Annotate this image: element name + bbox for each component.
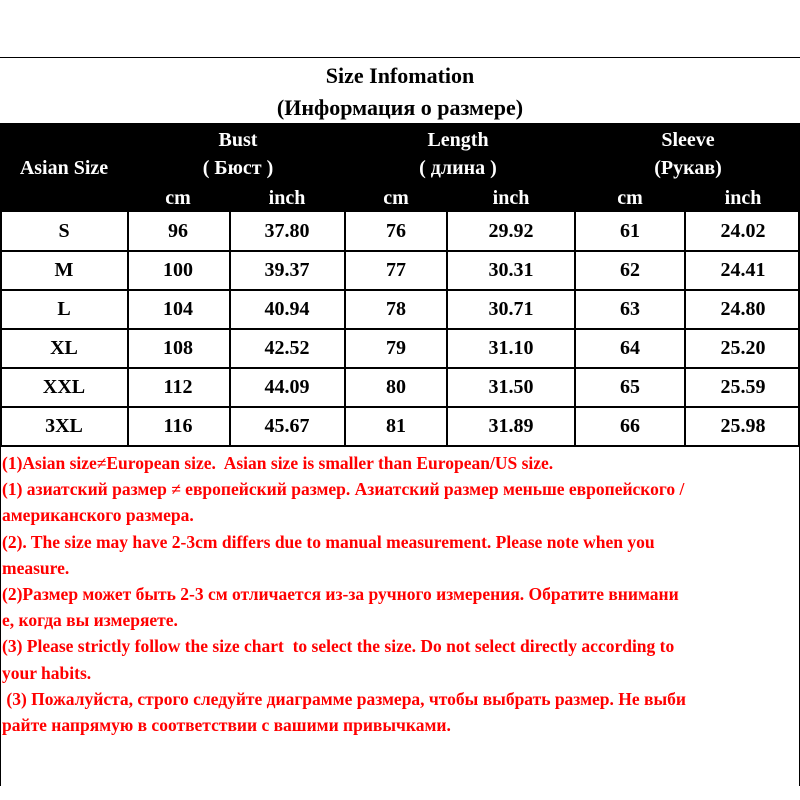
cell-length-inch: 31.50: [488, 376, 534, 398]
cell-sleeve-inch: 25.98: [720, 415, 766, 437]
cell-size: 3XL: [45, 415, 83, 437]
table-header: [0, 123, 800, 212]
cell-length-cm: 76: [386, 220, 406, 242]
note-line: (3) Please strictly follow the size chart to select the size. Do not select directly according to: [2, 636, 675, 657]
cell-length-cm: 80: [386, 376, 406, 398]
cell-sleeve-inch: 24.80: [720, 298, 766, 320]
column-divider: [229, 212, 231, 447]
header-asian-size: Asian Size: [19, 157, 109, 179]
note-line: е, когда вы измеряете.: [2, 610, 178, 631]
unit-sleeve-cm: cm: [617, 187, 643, 209]
cell-length-inch: 31.89: [488, 415, 534, 437]
cell-bust-cm: 104: [163, 298, 193, 320]
cell-size: XXL: [42, 376, 86, 398]
header-sleeve-label: Sleeve: [661, 129, 715, 151]
cell-sleeve-cm: 66: [620, 415, 640, 437]
left-border: [0, 447, 1, 786]
top-border: [0, 57, 800, 58]
note-line: райте напрямую в соответствии с вашими привычками.: [2, 715, 451, 736]
size-notes: [2, 450, 796, 738]
cell-sleeve-inch: 24.02: [720, 220, 766, 242]
header-length-label-ru: ( длина ): [419, 157, 497, 179]
cell-length-cm: 79: [386, 337, 406, 359]
cell-sleeve-cm: 64: [620, 337, 640, 359]
cell-length-cm: 81: [386, 415, 406, 437]
column-divider: [446, 212, 448, 447]
header-length-label: Length: [427, 129, 489, 151]
header-sleeve: [576, 126, 800, 182]
table-row: [0, 368, 800, 407]
cell-sleeve-cm: 63: [620, 298, 640, 320]
cell-bust-inch: 45.67: [264, 415, 310, 437]
cell-size: M: [54, 259, 74, 281]
cell-size: XL: [50, 337, 78, 359]
table-row: [0, 290, 800, 329]
column-divider: [684, 212, 686, 447]
row-divider: [0, 406, 800, 408]
cell-length-cm: 78: [386, 298, 406, 320]
header-sleeve-label-ru: (Рукав): [654, 157, 722, 179]
row-divider: [0, 250, 800, 252]
header-bust: [126, 126, 350, 182]
title-english: Size Infomation: [325, 63, 475, 88]
unit-bust-cm: cm: [165, 187, 191, 209]
cell-sleeve-inch: 25.20: [720, 337, 766, 359]
note-line: (1)Asian size≠European size. Asian size is smaller than European/US size.: [2, 453, 554, 473]
note-line: (3) Пожалуйста, строго следуйте диаграмме размера, чтобы выбрать размер. Не выби: [2, 688, 686, 709]
header-length: [346, 126, 570, 182]
row-divider: [0, 445, 800, 447]
note-line: американского размера.: [2, 505, 194, 526]
cell-sleeve-inch: 24.41: [720, 259, 766, 281]
cell-bust-cm: 112: [163, 376, 193, 398]
row-divider: [0, 328, 800, 330]
unit-length-cm: cm: [383, 187, 409, 209]
cell-length-inch: 30.31: [488, 259, 534, 281]
table-row: [0, 251, 800, 290]
cell-length-inch: 31.10: [488, 337, 534, 359]
column-divider: [344, 212, 346, 447]
cell-sleeve-cm: 61: [620, 220, 640, 242]
cell-bust-inch: 39.37: [264, 259, 310, 281]
cell-bust-cm: 96: [168, 220, 188, 242]
cell-bust-cm: 116: [163, 415, 193, 437]
cell-bust-cm: 100: [163, 259, 193, 281]
row-divider: [0, 367, 800, 369]
note-line: measure.: [2, 557, 70, 578]
unit-length-inch: inch: [492, 187, 530, 209]
header-bust-label-ru: ( Бюст ): [202, 157, 274, 179]
cell-sleeve-cm: 62: [620, 259, 640, 281]
cell-bust-inch: 40.94: [264, 298, 310, 320]
unit-bust-inch: inch: [268, 187, 306, 209]
cell-sleeve-inch: 25.59: [720, 376, 766, 398]
cell-size: L: [57, 298, 71, 320]
cell-length-inch: 30.71: [488, 298, 534, 320]
cell-bust-inch: 42.52: [264, 337, 310, 359]
unit-sleeve-inch: inch: [724, 187, 762, 209]
table-row: [0, 407, 800, 446]
note-line: (2). The size may have 2-3cm differs due to manual measurement. Please note when you: [2, 531, 655, 552]
column-divider: [0, 212, 2, 447]
note-line: (2)Размер может быть 2-3 см отличается из-за ручного измерения. Обратите внимани: [2, 584, 679, 605]
table-row: [0, 329, 800, 368]
cell-sleeve-cm: 65: [620, 376, 640, 398]
header-bust-label: Bust: [218, 129, 258, 151]
size-chart: [0, 57, 800, 786]
title-russian: (Информация о размере): [276, 95, 524, 120]
note-line: your habits.: [2, 662, 92, 683]
cell-length-cm: 77: [386, 259, 406, 281]
cell-length-inch: 29.92: [488, 220, 534, 242]
row-divider: [0, 289, 800, 291]
column-divider: [127, 212, 129, 447]
cell-bust-cm: 108: [163, 337, 193, 359]
cell-size: S: [58, 220, 70, 242]
table-row: [0, 212, 800, 251]
cell-bust-inch: 44.09: [264, 376, 310, 398]
column-divider: [574, 212, 576, 447]
note-line: (1) азиатский размер ≠ европейский размер. Азиатский размер меньше европейского /: [2, 479, 685, 500]
cell-bust-inch: 37.80: [264, 220, 310, 242]
